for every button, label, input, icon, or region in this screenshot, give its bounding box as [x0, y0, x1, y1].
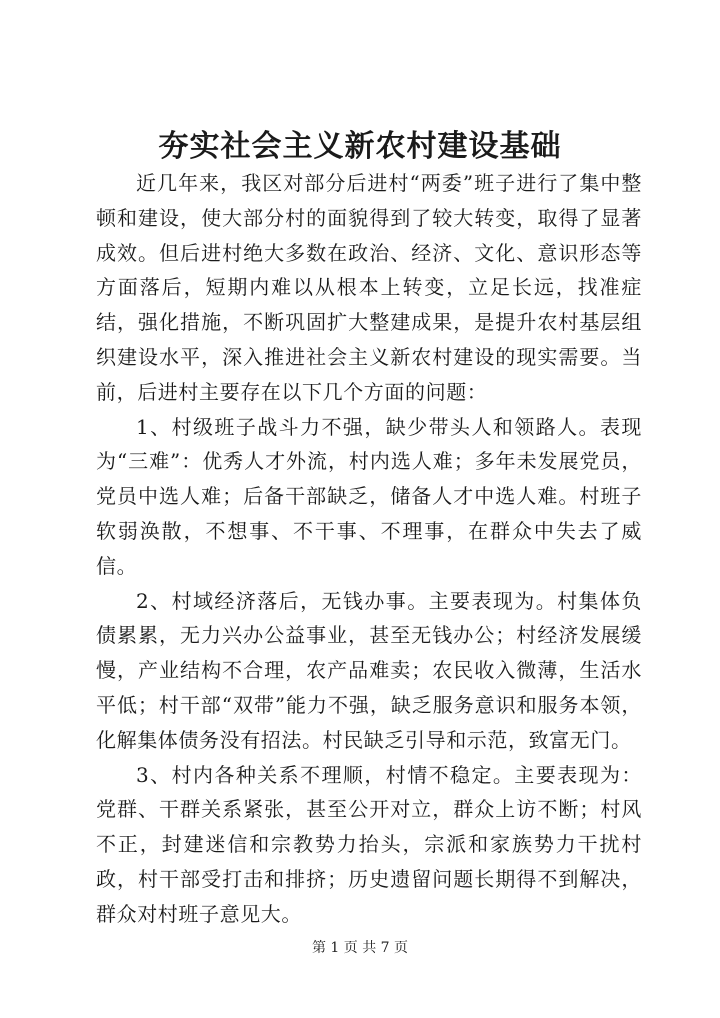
paragraph-item-2: 2、村域经济落后，无钱办事。主要表现为。村集体负债累累，无力兴办公益事业，甚至无钱办公；村经济发展缓慢，产业结构不合理，农产品难卖；农民收入微薄，生活水平低；村干部“双带”能力不强，缺乏服务意识和服务本领，化解集体债务没有招法。村民缺乏引导和示范，致富无门。 — [96, 588, 642, 752]
document-body — [96, 166, 642, 932]
document-title: 夯实社会主义新农村建设基础 — [158, 129, 562, 164]
paragraph-intro: 近几年来，我区对部分后进村“两委”班子进行了集中整顿和建设，使大部分村的面貌得到了较大转变，取得了显著成效。但后进村绝大多数在政治、经济、文化、意识形态等方面落后，短期内难以从根本上转变，立足长远，找准症结，强化措施，不断巩固扩大整建成果，是提升农村基层组织建设水平，深入推进社会主义新农村建设的现实需要。当前，后进村主要存在以下几个方面的问题： — [96, 171, 642, 404]
paragraph-item-1: 1、村级班子战斗力不强，缺少带头人和领路人。表现为“三难”：优秀人才外流，村内选人难；多年未发展党员，党员中选人难；后备干部缺乏，储备人才中选人难。村班子软弱涣散，不想事、不干事、不理事，在群众中失去了威信。 — [96, 414, 642, 578]
page-footer: 第 1 页 共 7 页 — [311, 940, 409, 956]
paragraph-item-3: 3、村内各种关系不理顺，村情不稳定。主要表现为：党群、干群关系紧张，甚至公开对立，群众上访不断；村风不正，封建迷信和宗教势力抬头，宗派和家族势力干扰村政，村干部受打击和排挤；历史遗留问题长期得不到解决，群众对村班子意见大。 — [96, 762, 642, 926]
